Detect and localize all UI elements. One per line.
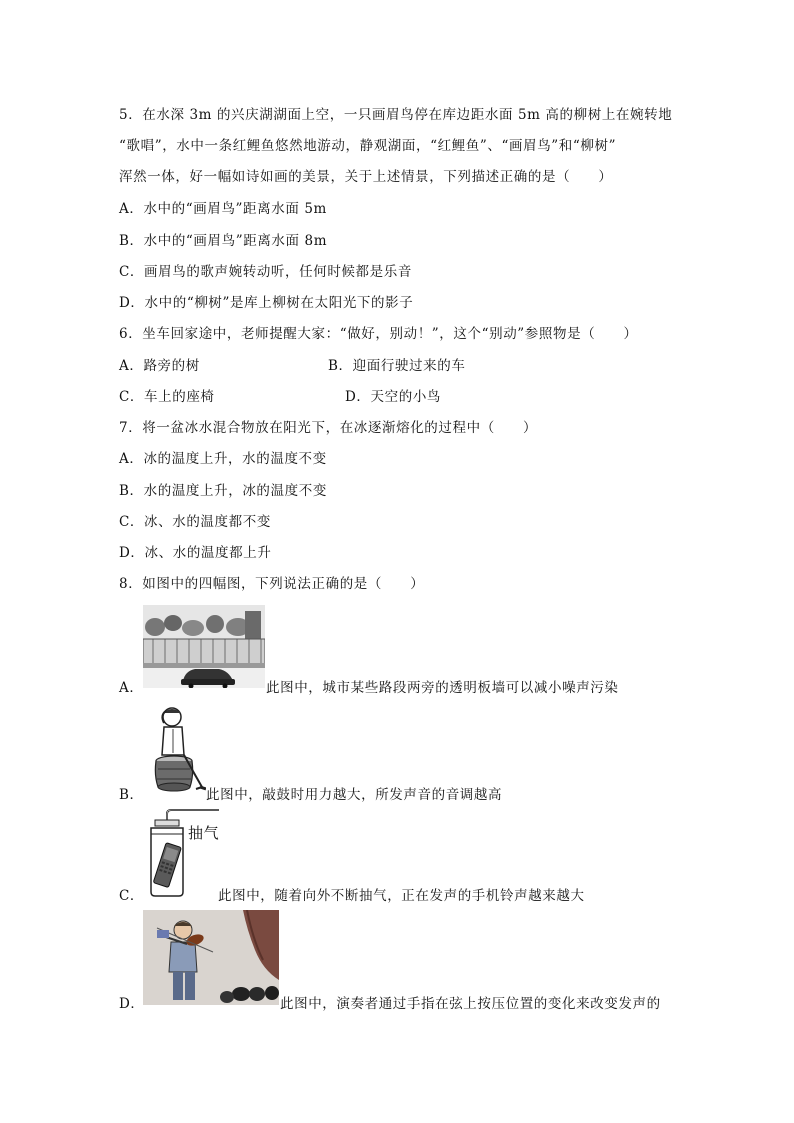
q6-option-c: C．车上的座椅 [119,389,215,405]
q8-stem: 8．如图中的四幅图，下列说法正确的是（ ） [119,576,425,592]
q8-option-d-label: D． [119,996,145,1012]
q5-option-d: D．水中的“柳树”是库上柳树在太阳光下的影子 [119,295,414,311]
drum-player-figure [150,703,206,795]
q8-option-a-text: 此图中，城市某些路段两旁的透明板墙可以减小噪声污染 [266,680,619,696]
q6-option-a: A．路旁的树 [119,358,200,374]
violinist-figure [143,910,279,1005]
q6-option-d: D．天空的小鸟 [345,389,442,405]
q8-option-b-text: 此图中，敲鼓时用力越大，所发声音的音调越高 [206,787,503,803]
q8-option-a-label: A． [119,680,144,696]
q5-stem-line1: 5．在水深 3m 的兴庆湖湖面上空，一只画眉鸟停在库边距水面 5m 高的柳树上在婉转地 [119,107,673,123]
q5-option-b: B．水中的“画眉鸟”距离水面 8m [119,233,328,249]
q7-stem: 7．将一盆冰水混合物放在阳光下，在冰逐渐熔化的过程中（ ） [119,420,538,436]
q8-option-d-text: 此图中，演奏者通过手指在弦上按压位置的变化来改变发声的 [280,996,661,1012]
q7-option-c: C．冰、水的温度都不变 [119,514,271,530]
q6-stem: 6．坐车回家途中，老师提醒大家：“做好，别动！”，这个“别动”参照物是（ ） [119,326,638,342]
q8-option-c-label: C． [119,888,145,904]
q7-option-a: A．冰的温度上升，水的温度不变 [119,451,327,467]
q7-option-d: D．冰、水的温度都上升 [119,545,272,561]
q6-option-b: B．迎面行驶过来的车 [328,358,466,374]
road-noise-barrier-figure [143,603,265,688]
q5-option-c: C．画眉鸟的歌声婉转动听，任何时候都是乐音 [119,264,412,280]
q5-stem-line3: 浑然一体，好一幅如诗如画的美景，关于上述情景，下列描述正确的是（ ） [119,169,613,185]
q7-option-b: B．水的温度上升，冰的温度不变 [119,483,327,499]
q8-option-b-label: B． [119,787,144,803]
pump-air-caption: 抽气 [188,824,220,842]
q8-option-c-text: 此图中，随着向外不断抽气，正在发声的手机铃声越来越大 [218,888,585,904]
q5-stem-line2: “歌唱”，水中一条红鲤鱼悠然地游动，静观湖面，“红鲤鱼”、“画眉鸟”和“柳树” [119,138,617,154]
q5-option-a: A．水中的“画眉鸟”距离水面 5m [119,201,327,217]
